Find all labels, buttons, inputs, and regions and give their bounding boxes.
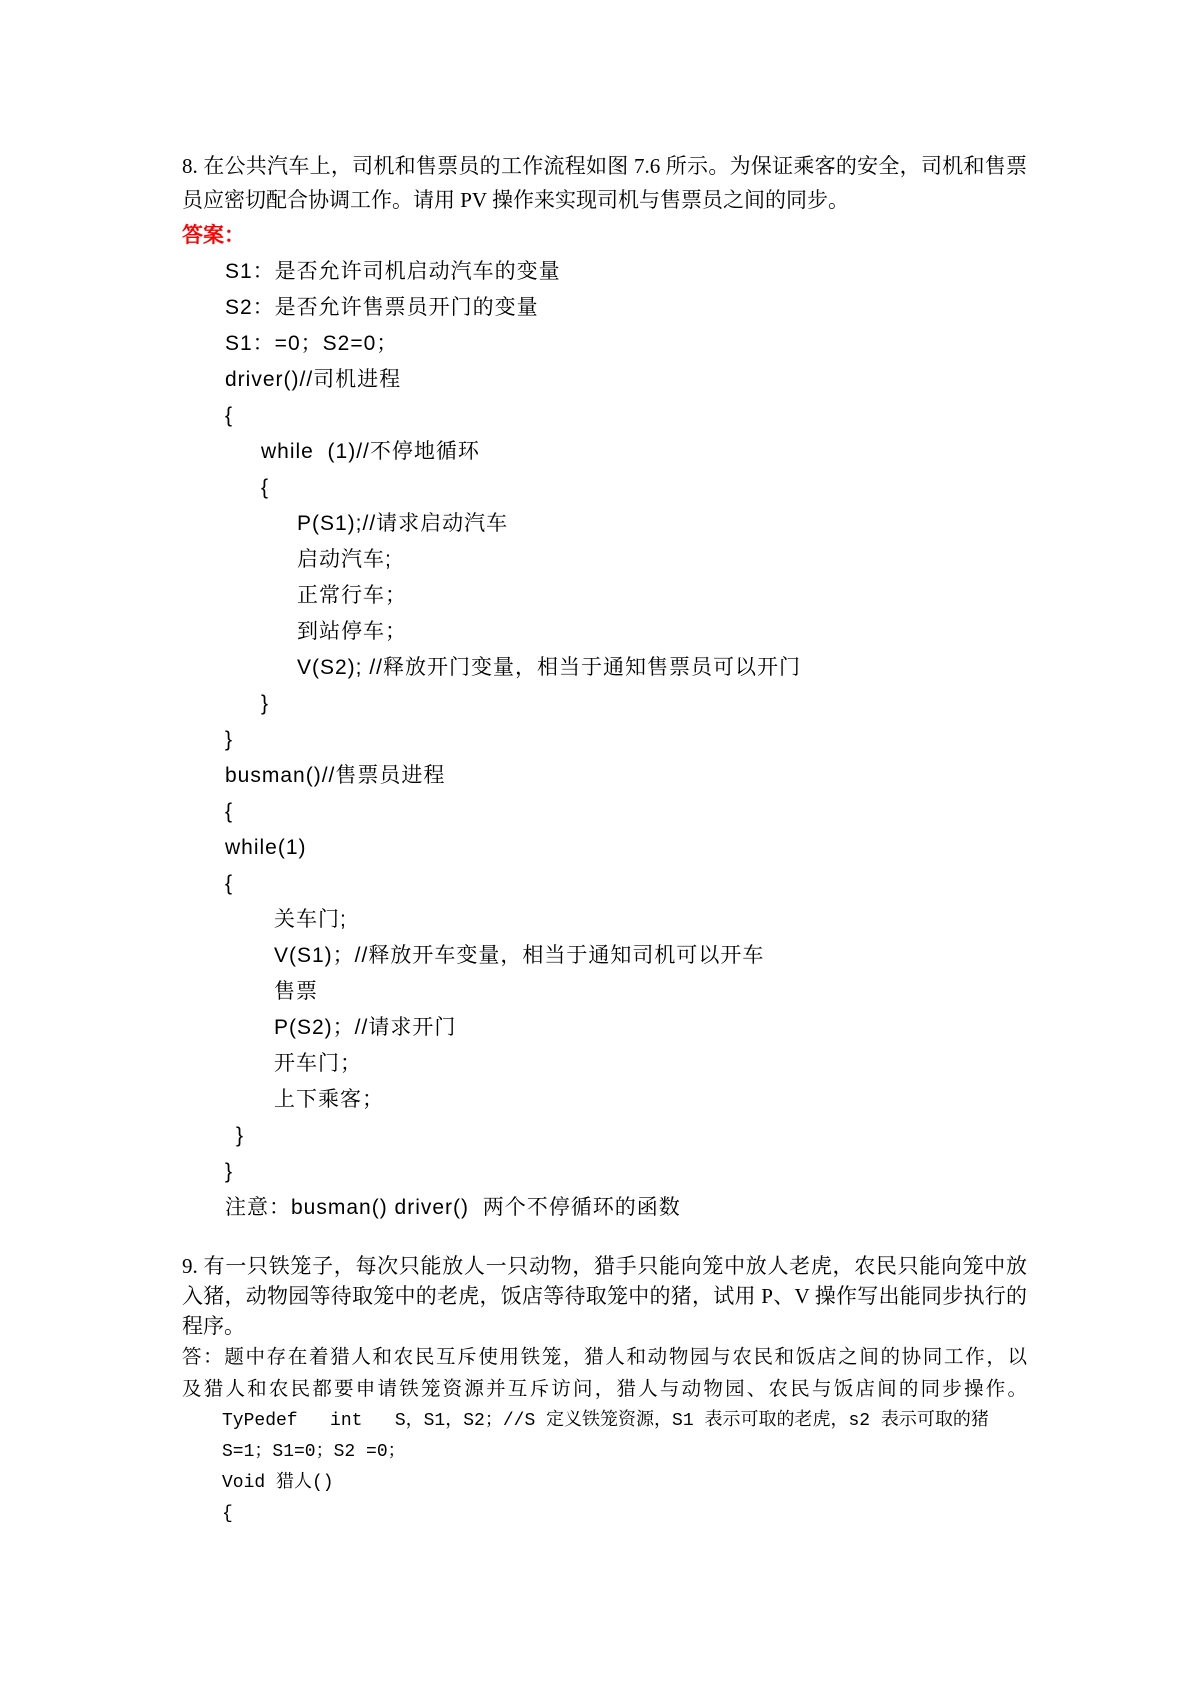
question-line: 程序。	[182, 1314, 245, 1338]
code-line: 正常行车；	[297, 584, 407, 607]
answer-line: 及猎人和农民都要申请铁笼资源并互斥访问，猎人与动物园、农民与饭店间的同步操作。	[182, 1379, 1027, 1400]
variable-initialization: S1：=0；S2=0；	[225, 332, 399, 355]
code-line: V(S2); //释放开门变量，相当于通知售票员可以开门	[297, 656, 802, 679]
answer-note: 注意：busman() driver() 两个不停循环的函数	[225, 1196, 681, 1219]
code-line: {	[261, 476, 270, 499]
code-line: 启动汽车;	[297, 548, 392, 571]
code-line: 售票	[274, 980, 318, 1003]
code-line: 关车门;	[274, 908, 347, 931]
code-line: while(1)	[225, 836, 307, 859]
code-line: 到站停车；	[297, 620, 407, 643]
code-line: {	[225, 800, 234, 823]
code-line: }	[225, 1160, 234, 1183]
question-line: 8. 在公共汽车上，司机和售票员的工作流程如图 7.6 所示。为保证乘客的安全，司机和售票	[182, 154, 1027, 178]
code-line: Void 猎人()	[222, 1473, 334, 1493]
code-line: {	[225, 872, 234, 895]
code-line: 开车门；	[274, 1052, 362, 1075]
code-line: while (1)//不停地循环	[261, 440, 480, 463]
code-line: P(S1);//请求启动汽车	[297, 512, 509, 535]
code-line: V(S1)；//释放开车变量，相当于通知司机可以开车	[274, 944, 765, 967]
variable-declaration: S1：是否允许司机启动汽车的变量	[225, 260, 561, 283]
variable-declaration: S2：是否允许售票员开门的变量	[225, 296, 539, 319]
code-line: {	[225, 404, 234, 427]
problem-9-answer-code	[222, 1406, 989, 1530]
busman-process-header: busman()//售票员进程	[225, 764, 446, 787]
code-line: {	[222, 1504, 233, 1524]
problem-8-answer-code	[225, 254, 801, 1226]
code-line: TyPedef int S，S1，S2；//S 定义铁笼资源，S1 表示可取的老虎，s2 表示可取的猪	[222, 1411, 989, 1431]
answer-line: 答：题中存在着猎人和农民互斥使用铁笼，猎人和动物园与农民和饭店之间的协同工作，以	[182, 1347, 1027, 1368]
code-line: S=1；S1=0；S2 =0；	[222, 1442, 406, 1462]
code-line: P(S2)；//请求开门	[274, 1016, 457, 1039]
problem-8-question	[182, 149, 1027, 217]
problem-9-question	[182, 1251, 1027, 1341]
question-line: 9. 有一只铁笼子，每次只能放人一只动物，猎手只能向笼中放人老虎，农民只能向笼中放	[182, 1254, 1027, 1278]
problem-9-answer	[182, 1342, 1027, 1406]
question-line: 员应密切配合协调工作。请用 PV 操作来实现司机与售票员之间的同步。	[182, 188, 849, 212]
question-line: 入猪，动物园等待取笼中的老虎，饭店等待取笼中的猪，试用 P、V 操作写出能同步执行的	[182, 1284, 1027, 1308]
driver-process-header: driver()//司机进程	[225, 368, 402, 391]
code-line: 上下乘客；	[274, 1088, 384, 1111]
answer-label: 答案：	[182, 224, 245, 247]
code-line: }	[261, 692, 270, 715]
code-line: }	[225, 728, 234, 751]
code-line: }	[236, 1124, 245, 1147]
